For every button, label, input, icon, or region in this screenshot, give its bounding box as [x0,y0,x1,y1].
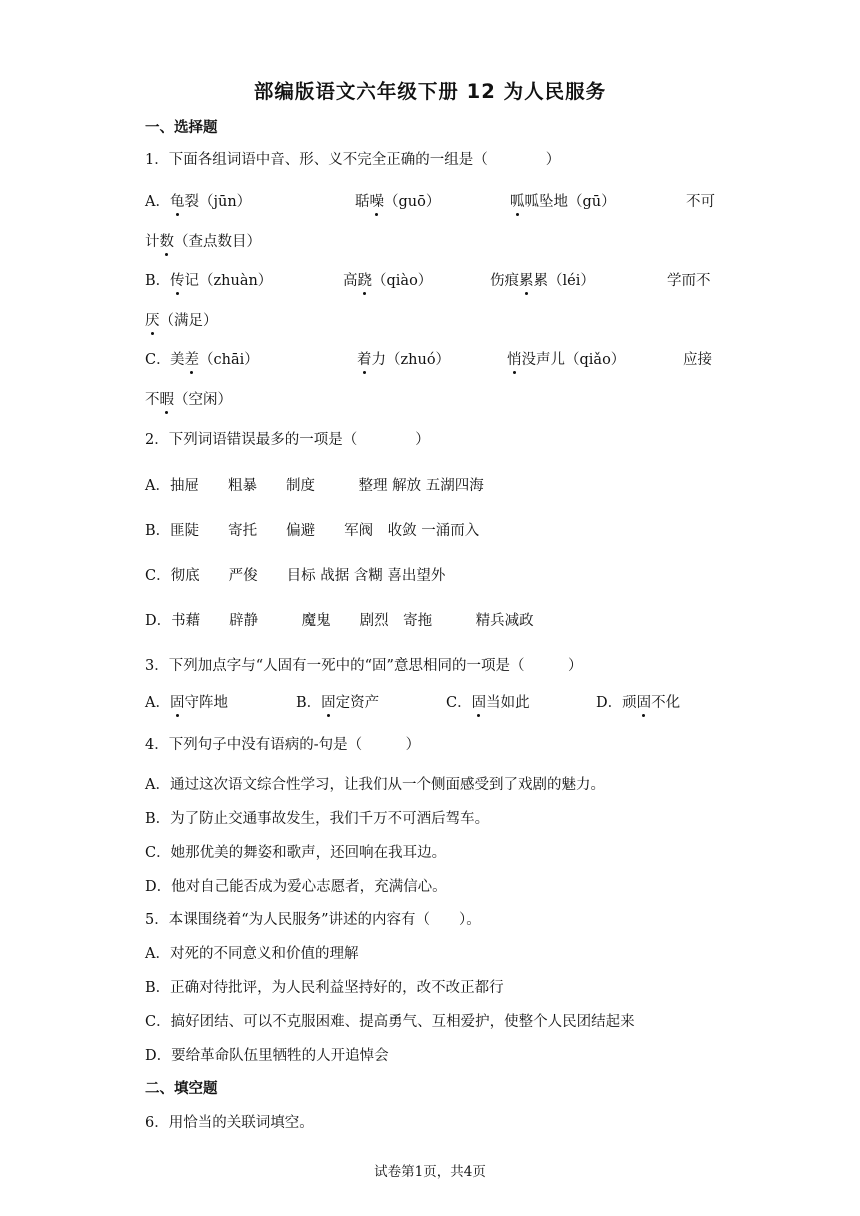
q1-c-word-2: 着力（zhuó） [357,348,450,369]
q5-option-b: B．正确对待批评，为人民利益坚持好的，改不改正都行 [145,980,504,996]
question-1-stem: 1．下面各组词语中音、形、义不完全正确的一组是（ ） [145,152,561,168]
q1-option-a-label: A． [145,194,170,210]
q2-option-b: B．匪陡 寄托 偏避 军阀 收敛 一涌而入 [145,523,480,539]
q1-b-word-4: 学而不 [667,273,711,289]
q1-b-word-4-cont: 厌（满足） [145,309,218,330]
q3-option-a: A．固守阵地 [145,691,228,712]
q1-b-word-1: 传记（zhuàn） [170,269,272,290]
q1-a-word-4: 不可 [686,194,715,210]
q1-a-word-3: 呱呱坠地（gū） [510,190,616,211]
q5-option-c: C．搞好团结、可以不克服困难、提高勇气、互相爱护，使整个人民团结起来 [145,1014,635,1030]
q4-option-b: B．为了防止交通事故发生，我们千万不可酒后驾车。 [145,811,490,827]
q3-option-b: B．固定资产 [296,691,379,712]
q1-option-b-label: B． [145,273,171,289]
q1-c-word-4-cont: 不暇（空闲） [145,388,232,409]
q3-option-c: C．固当如此 [446,691,530,712]
question-3-stem: 3．下列加点字与“人固有一死中的“固”意思相同的一项是（ ） [145,658,583,674]
question-4-stem: 4．下列句子中没有语病的-句是（ ） [145,737,421,753]
q4-option-a: A．通过这次语文综合性学习，让我们从一个侧面感受到了戏剧的魅力。 [145,777,605,793]
q5-option-a: A．对死的不同意义和价值的理解 [145,946,359,962]
q4-option-d: D．他对自己能否成为爱心志愿者，充满信心。 [145,879,447,895]
q2-option-a: A．抽屉 粗暴 制度 整理 解放 五湖四海 [145,478,484,494]
q1-option-c-label: C． [145,352,171,368]
q3-option-d: D．顽固不化 [596,691,680,712]
q1-b-word-2: 高跷（qiào） [343,269,432,290]
question-6-stem: 6．用恰当的关联词填空。 [145,1115,314,1131]
q1-c-word-4: 应接 [683,352,712,368]
q2-option-d: D．书藉 辟静 魔鬼 剧烈 寄拖 精兵减政 [145,613,534,629]
q1-a-word-1: 龟裂（jūn） [170,190,251,211]
question-5-stem: 5．本课围绕着“为人民服务”讲述的内容有（ ）。 [145,912,481,928]
page-footer: 试卷第1页，共4页 [374,1164,486,1180]
q1-c-word-3: 悄没声儿（qiǎo） [507,348,625,369]
section-heading-choice: 一、选择题 [145,120,218,136]
q4-option-c: C．她那优美的舞姿和歌声，还回响在我耳边。 [145,845,447,861]
q1-a-word-4-cont: 计数（查点数目） [145,230,261,251]
q1-b-word-3: 伤痕累累（léi） [490,269,595,290]
q2-option-c: C．彻底 严俊 目标 战据 含糊 喜出望外 [145,568,446,584]
question-2-stem: 2．下列词语错误最多的一项是（ ） [145,432,430,448]
q5-option-d: D．要给革命队伍里牺牲的人开追悼会 [145,1048,389,1064]
section-heading-fill: 二、填空题 [145,1081,218,1097]
q1-a-word-2: 聒噪（guō） [355,190,440,211]
page-title: 部编版语文六年级下册 12 为人民服务 [253,80,607,103]
q1-c-word-1: 美差（chāi） [170,348,259,369]
